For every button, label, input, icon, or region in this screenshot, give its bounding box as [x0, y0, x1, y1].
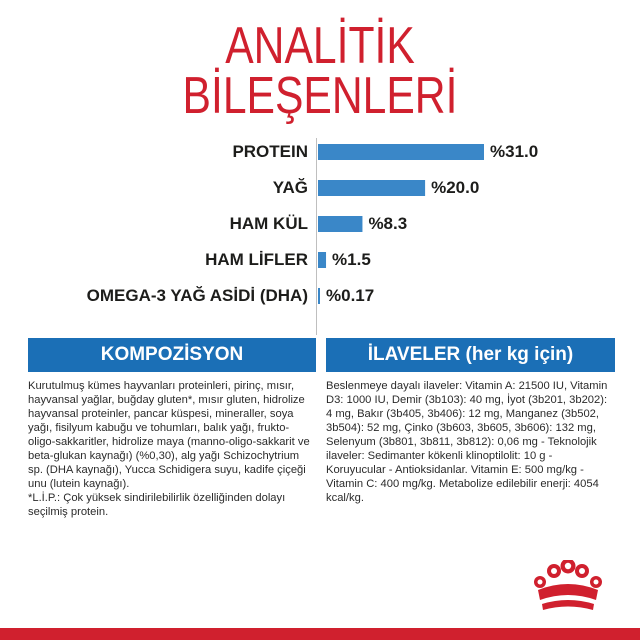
- bar: [318, 288, 320, 304]
- bar-category-label: YAĞ: [272, 178, 308, 197]
- bar-value-label: %1.5: [332, 250, 371, 269]
- bar: [318, 144, 484, 160]
- bar-category-label: HAM LİFLER: [205, 250, 308, 269]
- bar: [318, 180, 425, 196]
- page-title-line1: ANALİTİK: [225, 17, 415, 75]
- bar-value-label: %31.0: [490, 142, 539, 161]
- composition-text: [28, 379, 313, 519]
- bar-category-label: HAM KÜL: [229, 214, 308, 233]
- royal-crown-icon: [530, 560, 606, 620]
- composition-header: KOMPOZİSYON: [28, 338, 316, 372]
- additives-body: Beslenmeye dayalı ilaveler: Vitamin A: 21500 IU, Vitamin D3: 1000 IU, Demir (3b103): 40 mg, İyot (3b201, 3b202): 4 mg, Bakır (3b405, 3b406): 12 mg, Manganez (3b502, 3b504): 52 mg, Çinko (3b603, 3b605, 3b606): 132 mg, Selenyum (3b801, 3b811, 3b812): 0,06 mg - Teknolojik ilaveler: Sedimanter kökenli klinoptilolit: 10 g - Koruyucular - Antioksidanlar. Vitamin E: 500 mg/kg - Vitamin C: 400 mg/kg. Metabolize edilebilir enerji: 4054 kcal/kg.: [326, 380, 608, 504]
- composition-body: Kurutulmuş kümes hayvanları proteinleri, pirinç, mısır, hayvansal yağlar, buğday gluten*, mısır gluten, hidrolize hayvansal proteinler, pancar küspesi, mineraller, soya yağı, fisilyum kabuğu ve tohumları, balık yağı, frukto-oligo-sakkaritler, hidrolize maya (manno-oligo-sakkarit ve beta-glukan kaynağı) (%0,30), alg yağı Schizochytrium sp. (DHA kaynağı), Yucca Schidigera suyu, kadife çiçeği unu (lutein kaynağı).: [28, 380, 310, 490]
- bar: [318, 252, 326, 268]
- analysis-bar-chart: [0, 138, 640, 338]
- bar-value-label: %8.3: [368, 214, 408, 233]
- bars-svg: [0, 138, 640, 338]
- bar-category-label: PROTEIN: [232, 142, 308, 161]
- additives-text: [326, 379, 615, 505]
- page-title-line2: BİLEŞENLERİ: [182, 67, 458, 125]
- additives-header: İLAVELER (her kg için): [326, 338, 615, 372]
- composition-footnote: *L.İ.P.: Çok yüksek sindirilebilirlik özelliğinden dolayı seçilmiş protein.: [28, 492, 286, 518]
- bar-value-label: %20.0: [431, 178, 480, 197]
- bar: [318, 216, 362, 232]
- bar-category-label: OMEGA-3 YAĞ ASİDİ (DHA): [86, 286, 308, 305]
- brand-bottom-bar: [0, 628, 640, 640]
- bar-value-label: %0.17: [326, 286, 375, 305]
